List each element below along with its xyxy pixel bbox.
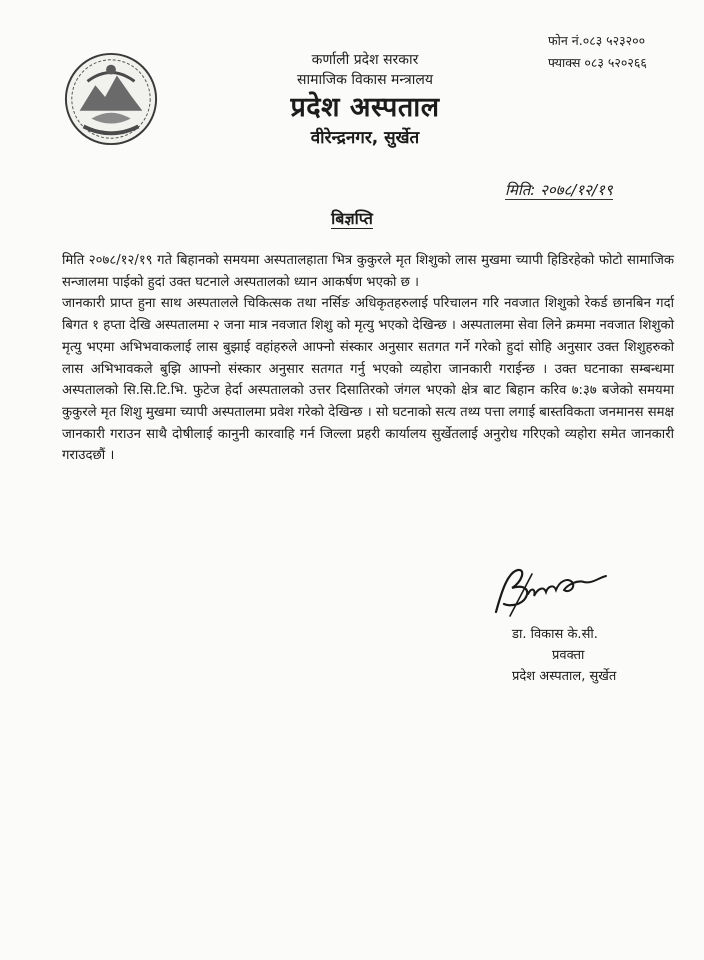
notice-title — [0, 207, 704, 229]
signatory-block — [512, 624, 616, 687]
notice-title-text: बिज्ञप्ति — [331, 209, 373, 228]
phone-number: फोन नं.०८३ ५२३२०० — [548, 33, 646, 48]
letterhead — [230, 50, 500, 150]
government-name: कर्णाली प्रदेश सरकार — [311, 52, 419, 68]
fax-number: फ्याक्स ०८३ ५२०२६६ — [548, 55, 647, 70]
signatory-role: प्रवक्ता — [552, 648, 585, 663]
body-paragraph-1: मिति २०७८/१२/१९ गते बिहानको समयमा अस्पतालहाता भित्र कुकुरले मृत शिशुको लास मुखमा च्यापी हिडिरहेको फोटो सामाजिक सन्जालमा पाईको हुदां उक्त घटनाले अस्पतालको ध्यान आकर्षण भएको छ । — [62, 253, 674, 290]
ministry-name: सामाजिक विकास मन्त्रालय — [297, 72, 433, 88]
signatory-name: डा. विकास के.सी. — [512, 627, 598, 642]
hospital-name: प्रदेश अस्पताल — [290, 92, 440, 123]
notice-body — [62, 250, 674, 467]
signatory-office: प्रदेश अस्पताल, सुर्खेत — [512, 669, 617, 684]
nepal-emblem-icon — [62, 50, 160, 148]
body-paragraph-2: जानकारी प्राप्त हुना साथ अस्पतालले चिकित्सक तथा नर्सिङ अधिकृतहरुलाई परिचालन गरि नवजात शिशुको रेकर्ड छानबिन गर्दा बिगत १ हप्ता देखि अस्पतालमा २ जना मात्र नवजात शिशु को मृत्यु भएको देखिन्छ । अस्पतालमा सेवा लिने क्रममा नवजात शिशुको मृत्यु भएमा अभिभवाकलाई लास बुझाई वहांहरुले आफ्नो संस्कार अनुसार सतगत गर्ने गरेको हुदां सोहि अनुसार उक्त शिशुहरुको लास अभिभावकले बुझि आफ्नो संस्कार अनुसार सतगत गर्नु भएको व्यहोरा जानकारी गराईन्छ । उक्त घटनाका सम्बन्धमा अस्पतालको सि.सि.टि.भि. फुटेज हेर्दा अस्पतालको उत्तर दिसातिरको जंगल भएको क्षेत्र बाट बिहान करिव ७:३७ बजेको समयमा कुकुरले मृत शिशु मुखमा च्यापी अस्पतालमा प्रवेश गरेको देखिन्छ । सो घटनाको सत्य तथ्य पत्ता लगाई बास्तविकता जनमानस समक्ष जानकारी गराउन साथै दोषीलाई कानुनी कारवाहि गर्न जिल्ला प्रहरी कार्यालय सुर्खेतलाई अनुरोध गरिएको व्यहोरा समेत जानकारी गराउदछौं । — [62, 296, 674, 464]
notice-date — [505, 180, 613, 200]
notice-date-text: मिति: २०७८/१२/१९ — [505, 181, 613, 199]
contact-info — [548, 30, 647, 74]
handwritten-signature-icon — [488, 560, 638, 620]
hospital-location: वीरेन्द्रनगर, सुर्खेत — [310, 128, 420, 148]
